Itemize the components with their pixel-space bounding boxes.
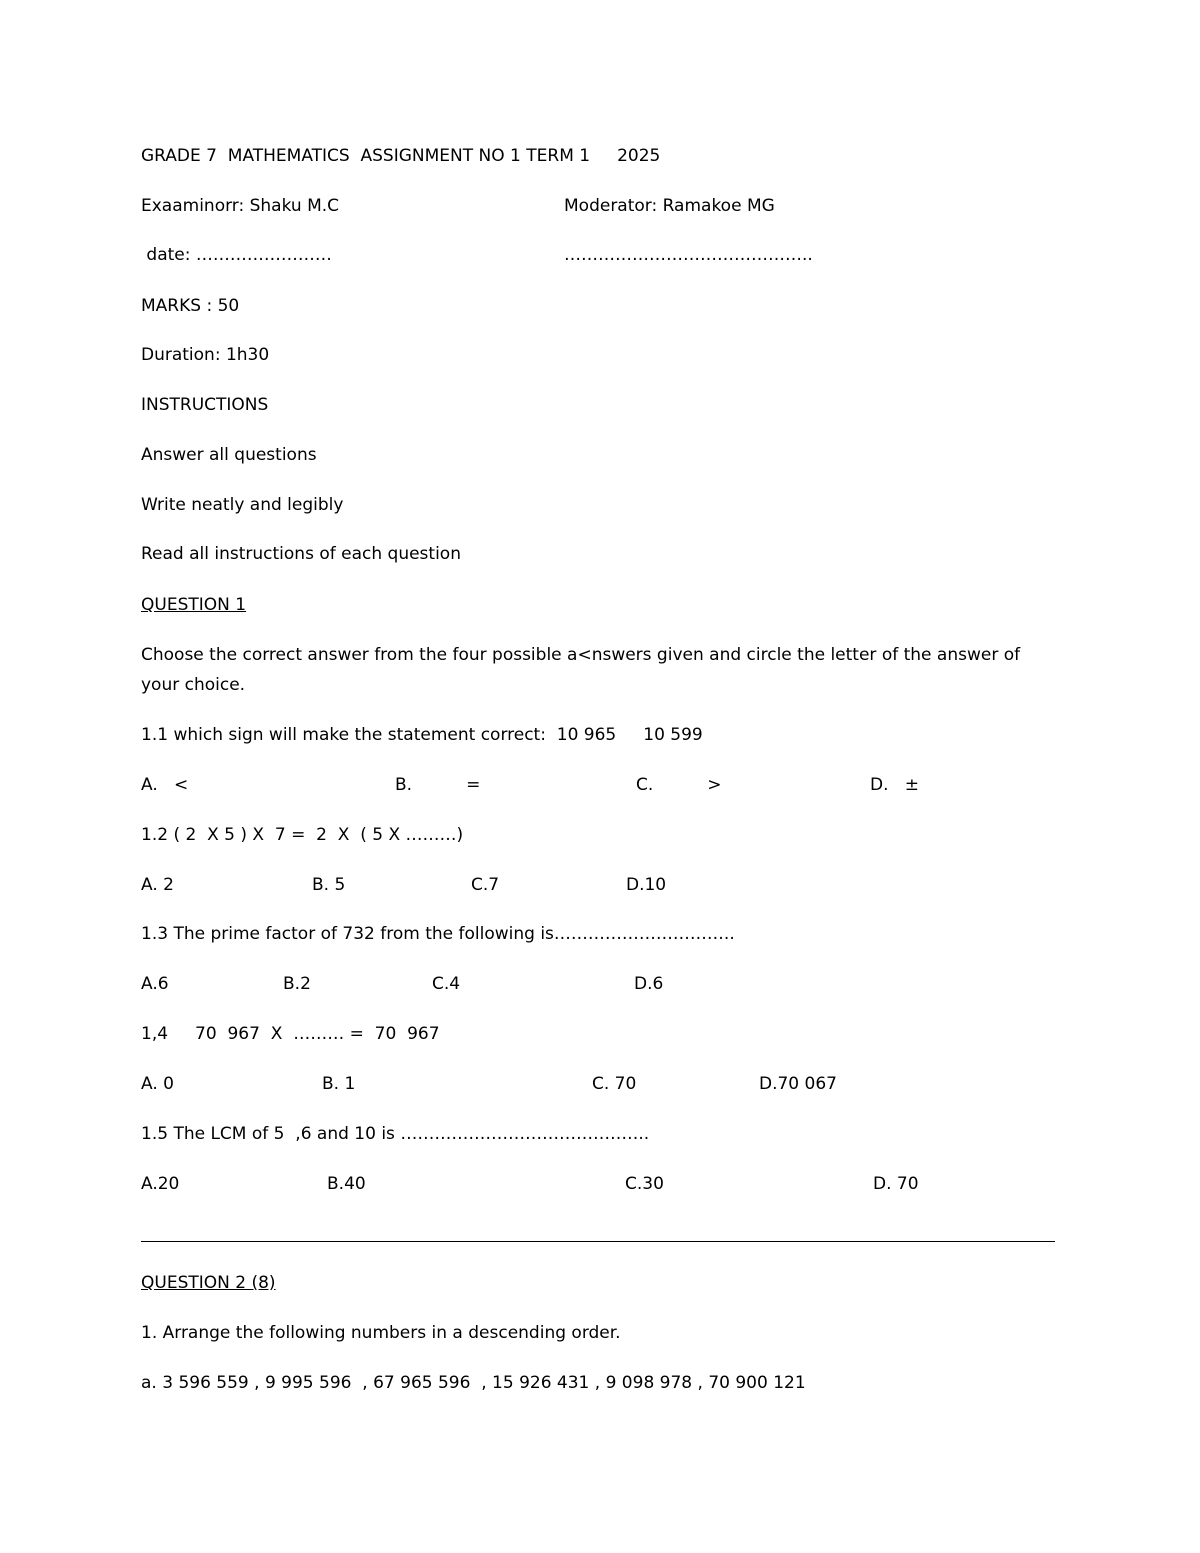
instruction-item: Read all instructions of each question (141, 544, 461, 564)
document-title: GRADE 7 MATHEMATICS ASSIGNMENT NO 1 TERM 1 2025 (141, 146, 661, 166)
question-2-instruction: 1. Arrange the following numbers in a descending order. (141, 1323, 621, 1343)
option-b: B. 5 (312, 875, 346, 895)
date-field: date: …………………… (141, 245, 332, 265)
section-divider (141, 1241, 1055, 1242)
option-b: B.40 (327, 1174, 366, 1194)
instructions-heading: INSTRUCTIONS (141, 395, 269, 415)
option-d: D.10 (626, 875, 667, 895)
duration: Duration: 1h30 (141, 345, 270, 365)
option-b: B. = (395, 775, 481, 795)
option-d: D.70 067 (759, 1074, 837, 1094)
question-1-3-stem: 1.3 The prime factor of 732 from the following is………………………….. (141, 924, 735, 944)
option-a: A. < (141, 775, 189, 795)
option-a: A.6 (141, 974, 169, 994)
total-marks: MARKS : 50 (141, 296, 240, 316)
option-c: C.7 (471, 875, 500, 895)
instruction-item: Write neatly and legibly (141, 495, 344, 515)
question-1-4-stem: 1,4 70 967 X ……… = 70 967 (141, 1024, 440, 1044)
option-a: A. 0 (141, 1074, 174, 1094)
option-c: C. 70 (592, 1074, 637, 1094)
question-1-intro: Choose the correct answer from the four possible a<nswers given and circle the letter of the answer of your choice. (141, 645, 1021, 695)
examiner-name: Exaaminorr: Shaku M.C (141, 196, 340, 216)
option-c: C.4 (432, 974, 461, 994)
instruction-item: Answer all questions (141, 445, 317, 465)
option-d: D. ± (870, 775, 919, 795)
question-1-2-stem: 1.2 ( 2 X 5 ) X 7 = 2 X ( 5 X ………) (141, 825, 464, 845)
option-c: C.30 (625, 1174, 664, 1194)
option-c: C. > (636, 775, 722, 795)
question-1-heading: QUESTION 1 (141, 595, 247, 615)
option-b: B.2 (283, 974, 311, 994)
question-1-1-stem: 1.1 which sign will make the statement correct: 10 965 10 599 (141, 725, 703, 745)
option-b: B. 1 (322, 1074, 356, 1094)
question-2-heading: QUESTION 2 (8) (141, 1273, 276, 1293)
option-a: A. 2 (141, 875, 174, 895)
question-1-5-stem: 1.5 The LCM of 5 ,6 and 10 is …………………………………….. (141, 1124, 650, 1144)
moderator-signature-field: …………………………………….. (564, 245, 813, 265)
question-2-item-a: a. 3 596 559 , 9 995 596 , 67 965 596 , 15 926 431 , 9 098 978 , 70 900 121 (141, 1373, 806, 1393)
option-a: A.20 (141, 1174, 180, 1194)
option-d: D. 70 (873, 1174, 919, 1194)
moderator-name: Moderator: Ramakoe MG (564, 196, 775, 216)
option-d: D.6 (634, 974, 664, 994)
